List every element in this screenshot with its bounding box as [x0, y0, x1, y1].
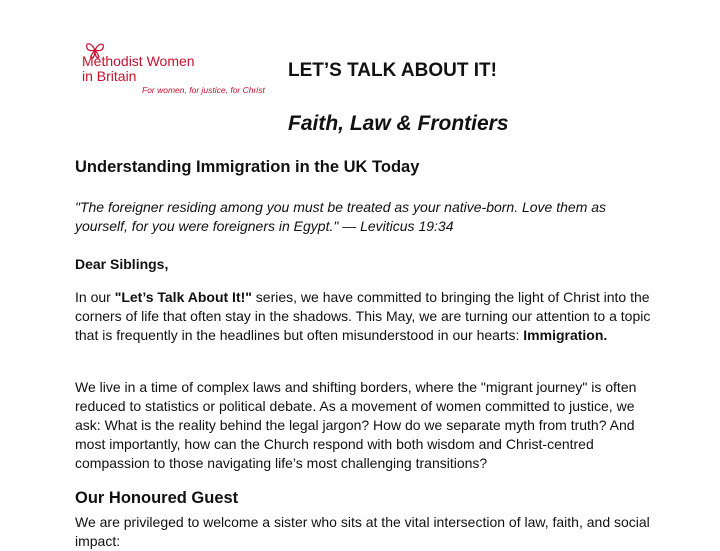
org-name-line1: Methodist Women — [82, 53, 195, 69]
guest-paragraph: We are privileged to welcome a sister who sits at the vital intersection of law, faith, and social impact: — [75, 514, 650, 549]
org-name-line2: in Britain — [82, 68, 137, 84]
series-name: "Let’s Talk About It!" — [114, 289, 252, 305]
page-title: LET’S TALK ABOUT IT! — [288, 60, 497, 81]
intro-mid: series, we have committed to bringing the light of Christ into the corners of life that often stay in the shadows. This May, we are turning our attention to a topic that is frequently in the headlines but often misunderstood in our hearts: — [75, 289, 651, 343]
org-logo — [80, 40, 280, 100]
greeting: Dear Siblings, — [75, 256, 169, 272]
org-tagline: For women, for justice, for Christ — [142, 85, 265, 95]
page-subtitle: Faith, Law & Frontiers — [288, 112, 509, 135]
topic-name: Immigration. — [523, 327, 608, 343]
guest-heading: Our Honoured Guest — [75, 489, 239, 507]
scripture-quote: "The foreigner residing among you must be treated as your native-born. Love them as yourself, for you were foreigners in Egypt." — Leviticus 19:34 — [75, 199, 607, 234]
section-heading: Understanding Immigration in the UK Today — [75, 158, 420, 176]
intro-pre: In our — [75, 289, 115, 305]
context-paragraph: We live in a time of complex laws and shifting borders, where the "migrant journey" is often reduced to statistics or political debate. As a movement of women committed to justice, we ask: What is the reality behind the legal jargon? How do we separate myth from truth? And most importantly, how can the Church respond with both wisdom and Christ-centred compassion to those navigating life’s most challenging transitions? — [75, 379, 637, 471]
org-name — [82, 54, 195, 84]
intro-paragraph — [75, 288, 655, 345]
